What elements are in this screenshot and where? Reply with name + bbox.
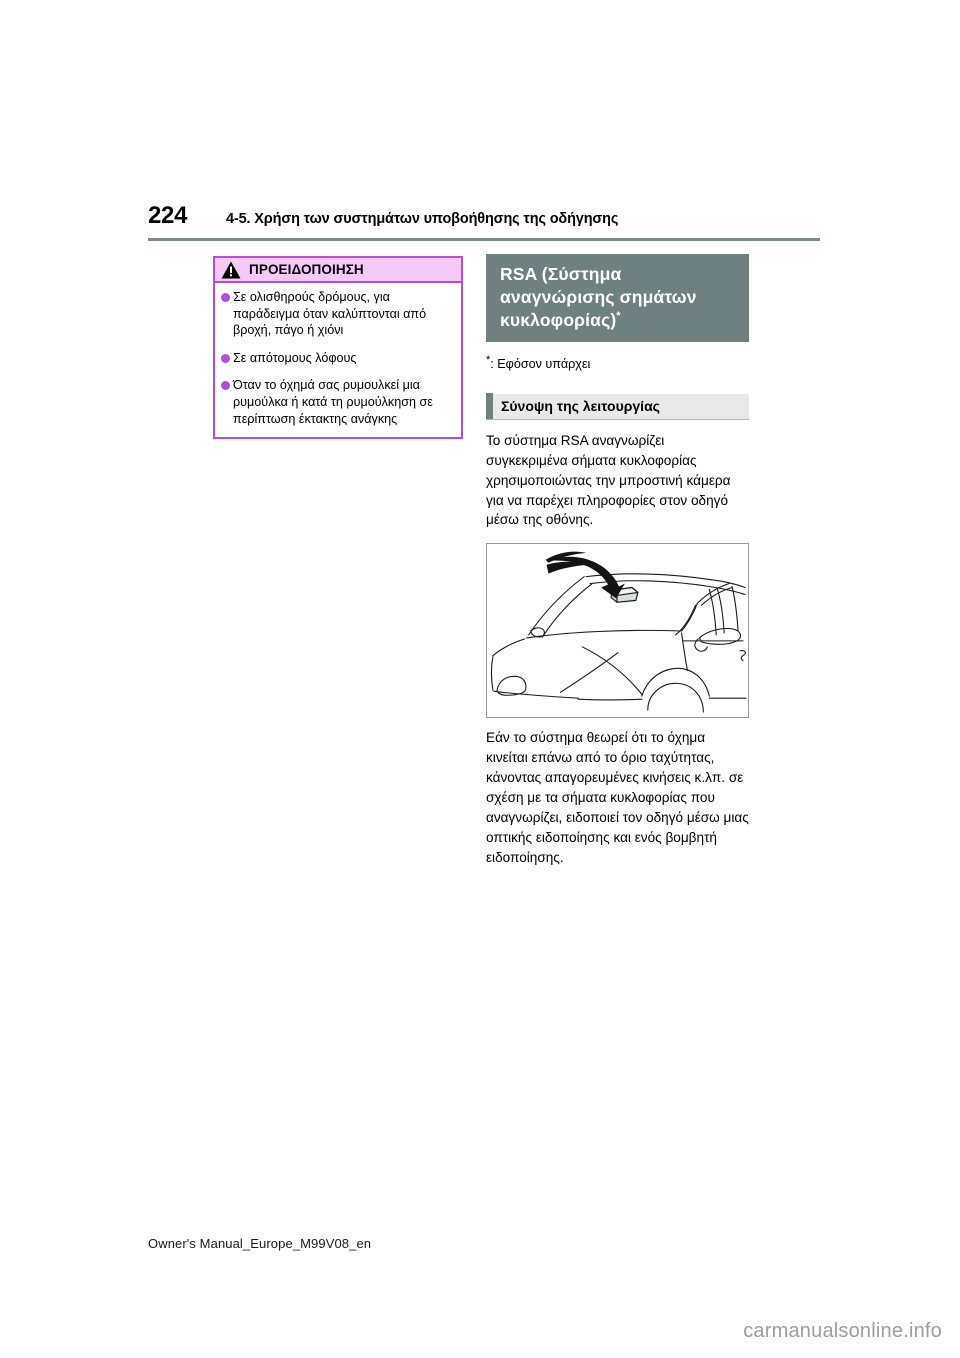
- front-camera-location-illustration: [486, 543, 749, 718]
- warning-box: [213, 256, 463, 439]
- page-title: 4-5. Χρήση των συστημάτων υποβοήθησης της οδήγησης: [226, 211, 619, 227]
- rsa-section-title: [500, 263, 737, 331]
- pointer-arrow-icon: [546, 552, 625, 599]
- overview-paragraph-2: Εάν το σύστημα θεωρεί ότι το όχημα κινείται επάνω από το όριο ταχύτητας, κάνοντας απαγορευμένες κινήσεις κ.λπ. σε σχέση με τα σήματα κυκλοφορίας που αναγνωρίζει, ειδοποιεί τον οδηγό μέσω μιας οπτικής ειδοποίησης και ενός βομβητή ειδοποίησης.: [486, 730, 749, 866]
- bullet-icon: [221, 293, 230, 302]
- page-number: 224: [148, 202, 188, 229]
- rsa-title-label: RSA (Σύστημα αναγνώρισης σημάτων κυκλοφορίας): [500, 264, 697, 330]
- warning-item-text: Σε ολισθηρούς δρόμους, για παράδειγμα όταν καλύπτονται από βροχή, πάγο ή χιόνι: [233, 290, 427, 338]
- warning-triangle-icon: [221, 261, 241, 279]
- warning-body: [215, 283, 461, 437]
- footer-manual-id: Owner's Manual_Europe_M99V08_en: [148, 1236, 372, 1251]
- watermark-label: carmanualsonline.info: [743, 1320, 942, 1342]
- warning-item-text: Όταν το όχημά σας ρυμουλκεί μια ρυμούλκα ή κατά τη ρυμούλκηση σε περίπτωση έκτακτης ανάγκης: [233, 378, 433, 426]
- rsa-footnote: [486, 356, 749, 372]
- section-accent-bar: [486, 393, 493, 419]
- rsa-title-superscript: *: [616, 309, 621, 322]
- section-heading-bar: [486, 394, 749, 420]
- bullet-icon: [221, 381, 230, 390]
- warning-item-text: Σε απότομους λόφους: [233, 350, 357, 365]
- vehicle-camera-diagram: [487, 544, 748, 717]
- section-heading-label: Σύνοψη της λειτουργίας: [501, 398, 660, 415]
- warning-header: [215, 258, 461, 283]
- header-divider: [148, 238, 820, 241]
- warning-list-item: [221, 289, 454, 339]
- overview-paragraph-1: Το σύστημα RSA αναγνωρίζει συγκεκριμένα σήματα κυκλοφορίας χρησιμοποιώντας την μπροστινή κάμερα για να παρέχει πληροφορίες στον οδηγό μέσω της οθόνης.: [486, 432, 731, 528]
- rsa-section-title-box: [486, 254, 749, 342]
- right-column: [486, 254, 749, 868]
- warning-list-item: [221, 350, 454, 367]
- footnote-text: : Εφόσον υπάρχει: [490, 357, 591, 372]
- footnote-marker: *: [486, 354, 491, 367]
- warning-title: ΠΡΟΕΙΔΟΠΟΙΗΣΗ: [249, 262, 364, 277]
- warning-list-item: [221, 377, 454, 427]
- bullet-icon: [221, 354, 230, 363]
- page-header: [148, 202, 820, 230]
- left-column: [213, 256, 463, 439]
